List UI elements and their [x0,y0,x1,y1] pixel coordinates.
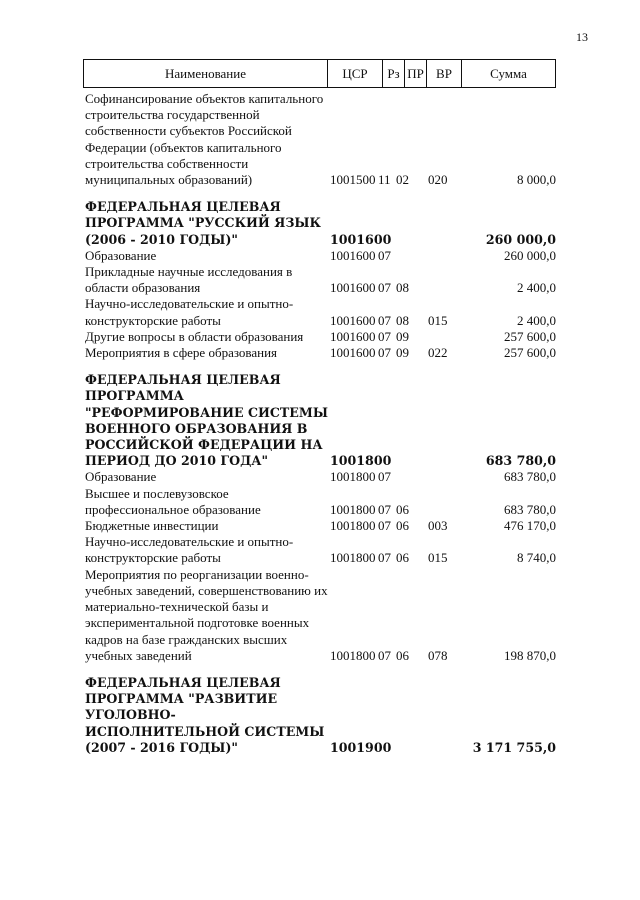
table-row [85,345,556,361]
row-name: Прикладные научные исследования в области образования [85,264,293,296]
row-vr: 078 [428,647,448,663]
row-name: ФЕДЕРАЛЬНАЯ ЦЕЛЕВАЯ ПРОГРАММА "РУССКИЙ ЯЗЫК (2006 - 2010 ГОДЫ)" [85,199,321,247]
header-name: Наименование [84,60,328,87]
row-name: ФЕДЕРАЛЬНАЯ ЦЕЛЕВАЯ ПРОГРАММА "РАЗВИТИЕ УГОЛОВНО-ИСПОЛНИТЕЛЬНОЙ СИСТЕМЫ (2007 - 2016 ГОДЫ)" [85,674,325,755]
row-sum: 683 780,0 [485,453,556,469]
header-csr: ЦСР [328,60,383,87]
table-row [85,329,556,345]
table-row [85,534,556,566]
row-sum: 260 000,0 [504,247,556,263]
row-name: Мероприятия в сфере образования [85,345,278,361]
row-pr: 06 [396,647,409,663]
row-name: Научно-исследовательские и опытно-конструкторские работы [85,534,294,566]
row-csr: 1001600 [330,231,392,247]
row-vr: 003 [428,518,448,534]
row-csr: 1001600 [330,247,376,263]
row-name: Бюджетные инвестиции [85,518,219,534]
row-rz: 07 [378,312,391,328]
row-rz: 11 [378,172,391,188]
table-row-program [85,199,556,248]
row-sum: 476 170,0 [504,518,556,534]
row-name: Другие вопросы в области образования [85,328,304,344]
table-row-program [85,372,556,469]
row-rz: 07 [378,345,391,361]
table-row [85,567,556,664]
row-sum: 198 870,0 [504,647,556,663]
table-header [83,59,556,88]
row-csr: 1001800 [330,550,376,566]
row-sum: 2 400,0 [517,280,556,296]
table-row-program [85,675,556,756]
row-pr: 09 [396,345,409,361]
row-pr: 08 [396,280,409,296]
row-rz: 07 [378,247,391,263]
header-rz: Рз [383,60,405,87]
row-name: Образование [85,469,157,485]
table-body [85,91,556,756]
row-name: Образование [85,247,157,263]
row-name: ФЕДЕРАЛЬНАЯ ЦЕЛЕВАЯ ПРОГРАММА "РЕФОРМИРОВАНИЕ СИСТЕМЫ ВОЕННОГО ОБРАЗОВАНИЯ В РОССИЙСКОЙ ФЕДЕРАЦИИ НА ПЕРИОД ДО 2010 ГОДА" [85,372,328,469]
row-rz: 07 [378,647,391,663]
table-row [85,296,556,328]
row-sum: 3 171 755,0 [472,739,556,755]
row-csr: 1001800 [330,453,392,469]
row-csr: 1001800 [330,647,376,663]
table-row [85,486,556,518]
table-row [85,91,556,188]
table-row [85,469,556,485]
row-pr: 08 [396,312,409,328]
row-name: Мероприятия по реорганизации военно-учебных заведений, совершенствованию их материально-технической базы и экспериментальной подготовке военных кадров на базе гражданских высших учебных заведений [85,566,328,663]
row-sum: 8 000,0 [517,172,556,188]
row-csr: 1001800 [330,469,376,485]
row-csr: 1001600 [330,280,376,296]
row-pr: 06 [396,550,409,566]
row-rz: 07 [378,518,391,534]
row-vr: 015 [428,312,448,328]
row-rz: 07 [378,469,391,485]
row-csr: 1001600 [330,345,376,361]
row-vr: 015 [428,550,448,566]
table-row [85,518,556,534]
row-sum: 8 740,0 [517,550,556,566]
row-sum: 683 780,0 [504,469,556,485]
row-rz: 07 [378,280,391,296]
row-rz: 07 [378,328,391,344]
row-pr: 09 [396,328,409,344]
header-vr: ВР [427,60,462,87]
row-csr: 1001500 [330,172,376,188]
row-sum: 257 600,0 [504,345,556,361]
row-name: Софинансирование объектов капитального строительства государственной собственности субъектов Российской Федерации (объектов капитального строительства собственности муниципальных образований) [85,91,324,188]
header-pr: ПР [405,60,427,87]
page-number: 13 [576,30,588,44]
row-name: Высшее и послевузовское профессиональное образование [85,485,261,517]
row-sum: 2 400,0 [517,312,556,328]
row-pr: 06 [396,501,409,517]
row-sum: 257 600,0 [504,328,556,344]
row-csr: 1001600 [330,312,376,328]
row-csr: 1001900 [330,739,392,755]
row-sum: 683 780,0 [504,501,556,517]
row-name: Научно-исследовательские и опытно-конструкторские работы [85,296,294,328]
row-csr: 1001800 [330,501,376,517]
header-sum: Сумма [490,65,527,81]
row-pr: 06 [396,518,409,534]
table-row [85,264,556,296]
row-sum: 260 000,0 [485,231,556,247]
row-csr: 1001600 [330,328,376,344]
row-vr: 022 [428,345,448,361]
row-rz: 07 [378,550,391,566]
row-pr: 02 [396,172,409,188]
row-rz: 07 [378,501,391,517]
row-vr: 020 [428,172,448,188]
row-csr: 1001800 [330,518,376,534]
table-row [85,248,556,264]
